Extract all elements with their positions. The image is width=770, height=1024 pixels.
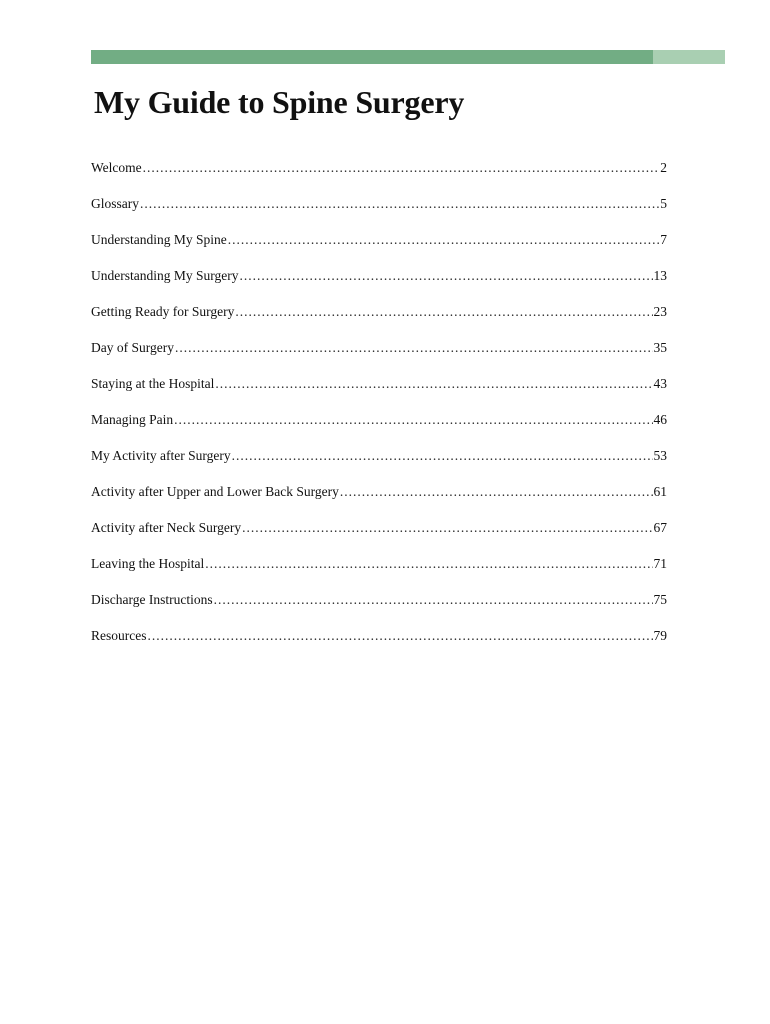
toc-page-number: 5 <box>660 196 667 211</box>
toc-dot-leader <box>232 448 653 464</box>
toc-dot-leader <box>174 412 652 428</box>
toc-entry[interactable] <box>91 484 667 520</box>
toc-dot-leader <box>214 592 653 608</box>
toc-entry-label: Glossary <box>91 196 139 211</box>
toc-entry-label: My Activity after Surgery <box>91 448 231 463</box>
toc-page-number: 35 <box>653 340 667 355</box>
toc-entry[interactable] <box>91 376 667 412</box>
toc-page-number: 43 <box>653 376 667 391</box>
toc-page-number: 79 <box>653 628 667 643</box>
toc-entry[interactable] <box>91 160 667 196</box>
toc-dot-leader <box>242 520 652 536</box>
toc-entry[interactable] <box>91 340 667 376</box>
toc-dot-leader <box>235 304 652 320</box>
toc-entry[interactable] <box>91 520 667 556</box>
toc-page-number: 67 <box>653 520 667 535</box>
toc-page-number: 2 <box>660 160 667 175</box>
toc-entry-label: Welcome <box>91 160 142 175</box>
table-of-contents <box>91 160 667 664</box>
toc-dot-leader <box>228 232 660 248</box>
toc-entry-label: Day of Surgery <box>91 340 174 355</box>
toc-page-number: 61 <box>653 484 667 499</box>
toc-entry[interactable] <box>91 232 667 268</box>
toc-entry-label: Understanding My Spine <box>91 232 227 247</box>
toc-page-number: 53 <box>653 448 667 463</box>
page-title: My Guide to Spine Surgery <box>94 84 465 120</box>
toc-entry[interactable] <box>91 592 667 628</box>
toc-dot-leader <box>215 376 652 392</box>
toc-entry-label: Activity after Upper and Lower Back Surgery <box>91 484 339 499</box>
toc-page-number: 23 <box>653 304 667 319</box>
toc-entry-label: Leaving the Hospital <box>91 556 205 571</box>
toc-entry[interactable] <box>91 448 667 484</box>
toc-page-number: 75 <box>653 592 667 607</box>
toc-page-number: 46 <box>653 412 667 427</box>
toc-page-number: 71 <box>653 556 667 571</box>
toc-dot-leader <box>205 556 652 572</box>
toc-entry-label: Activity after Neck Surgery <box>91 520 242 535</box>
toc-entry-label: Discharge Instructions <box>91 592 213 607</box>
toc-entry-label: Getting Ready for Surgery <box>91 304 235 319</box>
header-bar-end-segment <box>653 50 725 64</box>
toc-dot-leader <box>140 196 659 212</box>
toc-entry-label: Managing Pain <box>91 412 174 427</box>
toc-dot-leader <box>147 628 652 644</box>
toc-entry[interactable] <box>91 268 667 304</box>
toc-entry-label: Resources <box>91 628 147 643</box>
toc-dot-leader <box>175 340 653 356</box>
toc-entry-label: Understanding My Surgery <box>91 268 239 283</box>
toc-entry[interactable] <box>91 196 667 232</box>
toc-entry[interactable] <box>91 304 667 340</box>
toc-dot-leader <box>240 268 653 284</box>
toc-dot-leader <box>340 484 653 500</box>
toc-dot-leader <box>143 160 660 176</box>
toc-page-number: 7 <box>660 232 667 247</box>
toc-entry-label: Staying at the Hospital <box>91 376 215 391</box>
toc-entry[interactable] <box>91 628 667 664</box>
toc-entry[interactable] <box>91 556 667 592</box>
header-bar-main-segment <box>91 50 653 64</box>
toc-entry[interactable] <box>91 412 667 448</box>
header-decorative-bar <box>91 50 725 64</box>
toc-page-number: 13 <box>653 268 667 283</box>
